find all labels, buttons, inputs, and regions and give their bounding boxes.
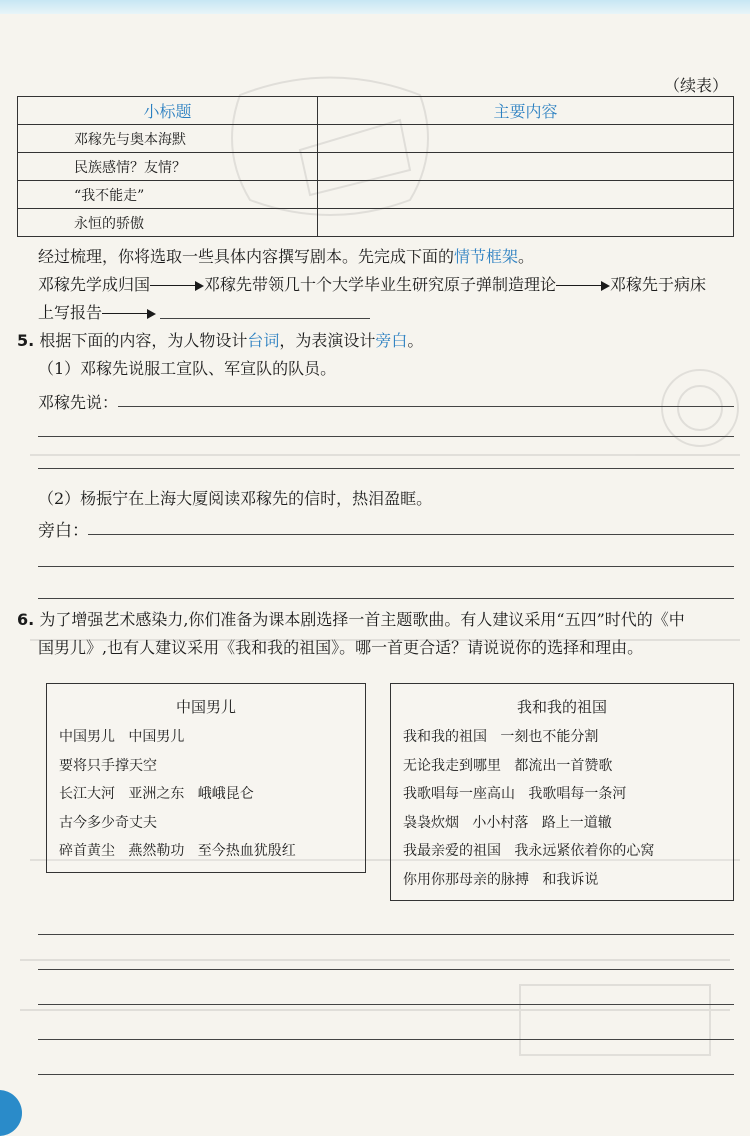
q5-text: 根据下面的内容，为人物设计 xyxy=(39,331,248,350)
song-lyric: 中国男儿 中国男儿 xyxy=(59,729,185,745)
q6-prompt-line1 xyxy=(17,607,685,630)
song-lyric: 碎首黄尘 燕然勒功 至今热血犹殷红 xyxy=(59,843,296,859)
q5-sub1: （1）邓稼先说服工宣队、军宣队的队员。 xyxy=(38,359,337,378)
row-content-cell[interactable] xyxy=(318,125,734,153)
plot-step-1: 邓稼先学成归国 xyxy=(38,275,151,294)
intro-punct: 。 xyxy=(518,247,535,266)
q6-text: 为了增强艺术感染力,你们准备为课本剧选择一首主题歌曲。有人建议采用“五四”时代的《中 xyxy=(39,610,685,629)
song-title: 中国男儿 xyxy=(175,698,236,716)
song-lyric: 要将只手撑天空 xyxy=(59,757,157,774)
intro-paragraph xyxy=(38,244,534,267)
song-lyric: 我最亲爱的祖国 我永远紧依着你的心窝 xyxy=(403,843,655,859)
page-top-bar xyxy=(0,0,750,14)
arrow-right-icon xyxy=(150,278,204,294)
arrow-right-icon xyxy=(102,306,156,322)
q6-number: 6. xyxy=(17,610,35,629)
plot-step-2: 邓稼先带领几十个大学毕业生研究原子弹制造理论 xyxy=(204,275,557,294)
answer-line[interactable] xyxy=(38,934,734,935)
song-lyric: 我和我的祖国 一刻也不能分割 xyxy=(403,729,599,745)
continued-label: （续表） xyxy=(664,76,729,95)
plot-frame-cont xyxy=(38,300,156,323)
table-row xyxy=(18,209,734,237)
outline-table xyxy=(17,96,734,237)
plot-answer-line[interactable] xyxy=(160,318,370,319)
plot-frame xyxy=(38,272,706,295)
answer-line[interactable] xyxy=(38,598,734,599)
table-row xyxy=(18,125,734,153)
table-row xyxy=(18,181,734,209)
answer-line[interactable] xyxy=(38,468,734,469)
answer-line[interactable] xyxy=(38,1074,734,1075)
row-subtitle: 永恒的骄傲 xyxy=(18,209,318,237)
q6-prompt-line2: 国男儿》,也有人建议采用《我和我的祖国》。哪一首更合适？请说说你的选择和理由。 xyxy=(38,638,644,657)
song-box-wo-he-wo-de-zuguo xyxy=(390,683,734,901)
header-content: 主要内容 xyxy=(318,97,734,125)
q5-prompt xyxy=(17,328,423,351)
answer-line[interactable] xyxy=(88,534,734,535)
q5-highlight-narration: 旁白 xyxy=(375,331,408,350)
answer-line[interactable] xyxy=(118,406,734,407)
song-lyric: 我歌唱每一座高山 我歌唱每一条河 xyxy=(403,786,627,802)
table-row xyxy=(18,153,734,181)
q5-text: 。 xyxy=(407,331,424,350)
intro-highlight: 情节框架 xyxy=(454,247,519,266)
q5-number: 5. xyxy=(17,331,35,350)
row-content-cell[interactable] xyxy=(318,209,734,237)
speaker-label-deng: 邓稼先说： xyxy=(38,393,119,412)
speaker-label-narration: 旁白： xyxy=(38,521,89,541)
answer-line[interactable] xyxy=(38,969,734,970)
intro-text: 经过梳理，你将选取一些具体内容撰写剧本。先完成下面的 xyxy=(38,247,455,266)
row-content-cell[interactable] xyxy=(318,181,734,209)
answer-line[interactable] xyxy=(38,1004,734,1005)
song-lyric: 袅袅炊烟 小小村落 路上一道辙 xyxy=(403,814,612,831)
answer-line[interactable] xyxy=(38,566,734,567)
arrow-right-icon xyxy=(556,278,610,294)
plot-step-3: 邓稼先于病床 xyxy=(610,275,707,294)
plot-step-3-cont: 上写报告 xyxy=(38,303,103,322)
song-lyric: 你用你那母亲的脉搏 和我诉说 xyxy=(403,871,599,888)
row-subtitle: 民族感情？友情？ xyxy=(18,153,318,181)
song-lyric: 长江大河 亚洲之东 峨峨昆仑 xyxy=(59,786,254,802)
song-lyric: 古今多少奇丈夫 xyxy=(59,814,157,831)
row-content-cell[interactable] xyxy=(318,153,734,181)
table-header-row xyxy=(18,97,734,125)
answer-line[interactable] xyxy=(38,436,734,437)
q5-highlight-lines: 台词 xyxy=(247,331,280,350)
answer-line[interactable] xyxy=(38,1039,734,1040)
row-subtitle: 邓稼先与奥本海默 xyxy=(18,125,318,153)
q5-text: ，为表演设计 xyxy=(279,331,376,350)
q5-sub2: （2）杨振宁在上海大厦阅读邓稼先的信时，热泪盈眶。 xyxy=(38,489,433,508)
page-corner-tab xyxy=(0,1090,22,1136)
song-lyric: 无论我走到哪里 都流出一首赞歌 xyxy=(403,757,613,774)
header-subtitle: 小标题 xyxy=(18,97,318,125)
song-title: 我和我的祖国 xyxy=(516,698,607,716)
song-box-zhongguo-naner xyxy=(46,683,366,873)
row-subtitle: “我不能走” xyxy=(18,181,318,209)
